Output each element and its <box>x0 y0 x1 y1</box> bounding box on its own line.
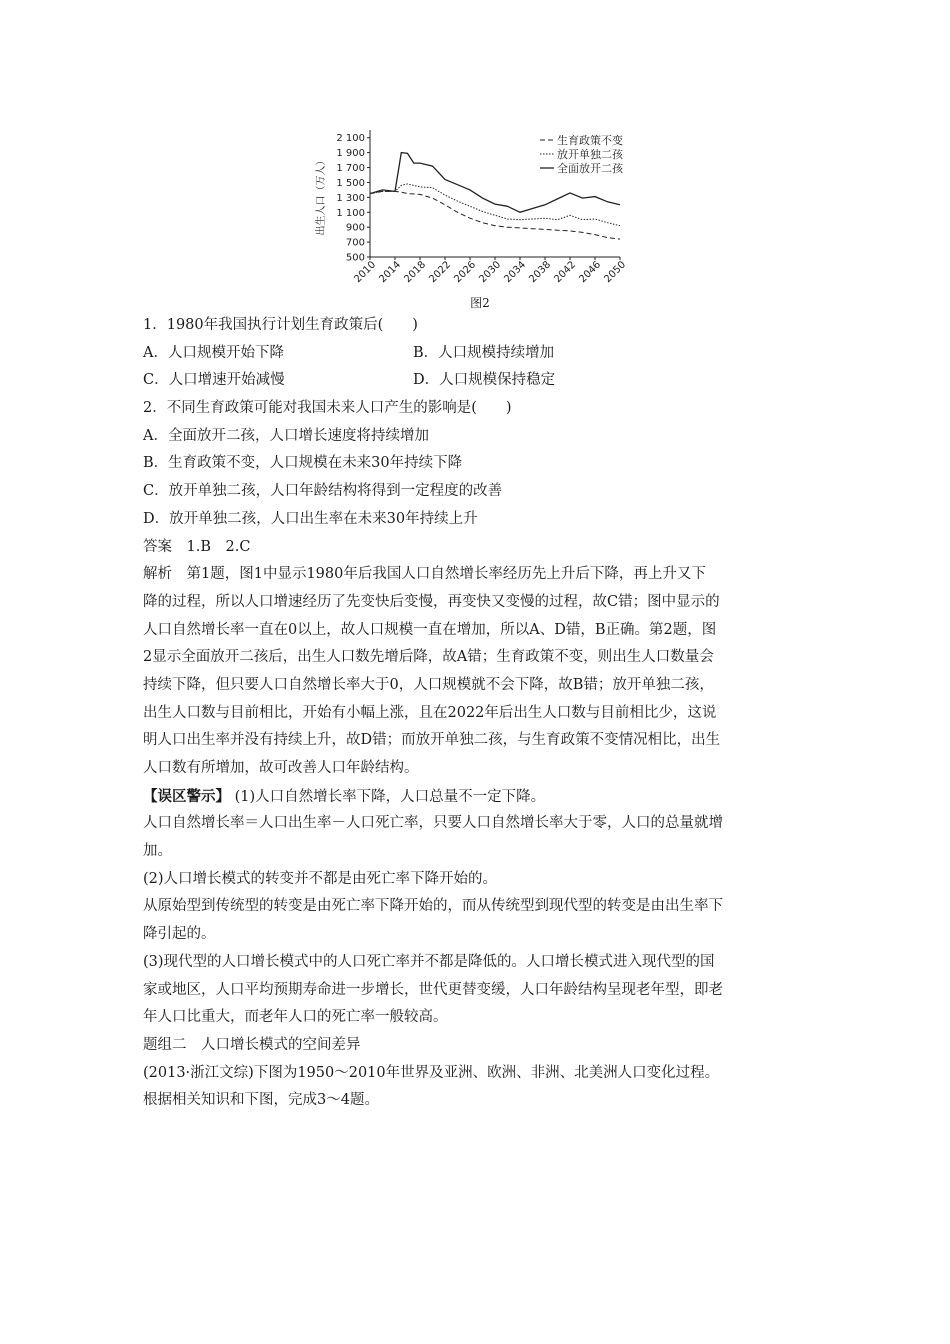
x-tick-label: 2050 <box>602 259 629 286</box>
warning-text-line: 降引起的。 <box>143 926 216 943</box>
q1-option-a: A．人口规模开始下降 <box>143 344 284 361</box>
analysis-line: 人口自然增长率一直在0以上，故人口规模一直在增加，所以A、D错，B正确。第2题，图 <box>143 621 717 638</box>
document-body <box>143 312 815 1115</box>
q2-option-c: C．放开单独二孩，人口年龄结构将得到一定程度的改善 <box>143 483 503 500</box>
q1-option-d: D．人口规模保持稳定 <box>413 372 556 389</box>
warning-point-2: (2)人口增长模式的转变并不都是由死亡率下降开始的。 <box>143 870 498 887</box>
legend-label: 放开单独二孩 <box>557 148 623 161</box>
question-1: 1．1980年我国执行计划生育政策后( ) <box>143 317 418 333</box>
x-tick-label: 2034 <box>502 259 529 286</box>
q1-option-b: B．人口规模持续增加 <box>413 344 555 361</box>
warning-text-line: 人口自然增长率＝人口出生率－人口死亡率，只要人口自然增长率大于零，人口的总量就增 <box>143 815 723 832</box>
intro-text-line: (2013·浙江文综)下图为1950～2010年世界及亚洲、欧洲、非洲、北美洲人口变化过程。 <box>143 1064 720 1081</box>
birth-population-chart <box>310 122 650 297</box>
warning-heading: 【误区警示】 <box>143 787 230 805</box>
y-tick-label: 500 <box>345 252 365 264</box>
warning-point-3: (3)现代型的人口增长模式中的人口死亡率并不都是降低的。人口增长模式进入现代型的国 <box>143 953 715 970</box>
legend-label: 生育政策不变 <box>557 134 623 147</box>
x-tick-label: 2018 <box>402 259 429 286</box>
analysis-line: 2显示全面放开二孩后，出生人口数先增后降，故A错；生育政策不变，则出生人口数量会 <box>143 649 714 666</box>
y-tick-label: 2 100 <box>336 133 365 145</box>
x-tick-label: 2030 <box>477 259 504 286</box>
analysis-line: 持续下降，但只要人口自然增长率大于0，人口规模就不会下降，故B错；放开单独二孩， <box>143 676 714 693</box>
warning-text-line: 家或地区，人口平均预期寿命进一步增长，世代更替变缓，人口年龄结构呈现老年型，即老 <box>143 981 723 998</box>
warning-text-line: 从原始型到传统型的转变是由死亡率下降开始的，而从传统型到现代型的转变是由出生率下 <box>143 898 723 915</box>
question-2: 2．不同生育政策可能对我国未来人口产生的影响是( ) <box>143 400 512 417</box>
x-tick-label: 2042 <box>552 259 579 286</box>
figure-caption: 图2 <box>470 296 490 310</box>
y-tick-label: 1 900 <box>336 148 365 160</box>
intro-text-line: 根据相关知识和下图，完成3～4题。 <box>143 1092 379 1109</box>
x-tick-label: 2014 <box>377 259 404 286</box>
series-line-dotted <box>370 184 620 226</box>
warning-text-line: 加。 <box>143 843 172 860</box>
q2-option-a: A．全面放开二孩，人口增长速度将持续增加 <box>143 427 429 444</box>
x-tick-label: 2038 <box>527 259 554 286</box>
warning-text-line: 年人口比重大，而老年人口的死亡率一般较高。 <box>143 1009 448 1026</box>
y-tick-label: 700 <box>345 237 365 249</box>
analysis-line: 降的过程，所以人口增速经历了先变快后变慢，再变快又变慢的过程，故C错；图中显示的 <box>143 593 720 610</box>
analysis-line: 明人口出生率并没有持续上升，故D错；而放开单独二孩，与生育政策不变情况相比，出生 <box>143 732 721 749</box>
question-1-options-row-2 <box>143 367 815 395</box>
analysis-line: 人口数有所增加，故可改善人口年龄结构。 <box>143 760 419 776</box>
y-tick-label: 900 <box>345 222 365 234</box>
q2-option-d: D．放开单独二孩，人口出生率在未来30年持续上升 <box>143 510 478 527</box>
section-heading: 题组二 人口增长模式的空间差异 <box>143 1036 361 1053</box>
question-1-options-row-1 <box>143 340 815 368</box>
y-axis-label: 出生人口（万人） <box>316 155 327 236</box>
answer-line: 答案 1.B 2.C <box>143 538 251 555</box>
x-tick-label: 2022 <box>427 259 454 286</box>
x-tick-label: 2046 <box>577 259 604 286</box>
analysis-line: 出生人口数与目前相比，开始有小幅上涨，且在2022年后出生人口数与目前相比少，这说 <box>143 704 717 721</box>
birth-population-figure <box>310 122 650 312</box>
warning-heading-line <box>143 783 815 811</box>
x-tick-label: 2026 <box>452 259 479 286</box>
y-tick-label: 1 100 <box>336 207 365 219</box>
x-tick-label: 2010 <box>352 259 379 286</box>
y-tick-label: 1 300 <box>336 192 365 204</box>
analysis-line: 解析 第1题，图1中显示1980年后我国人口自然增长率经历先上升后下降，再上升又下 <box>143 566 706 583</box>
q2-option-b: B．生育政策不变，人口规模在未来30年持续下降 <box>143 455 463 472</box>
q1-option-c: C．人口增速开始减慢 <box>143 372 285 389</box>
warning-point-1: (1)人口自然增长率下降，人口总量不一定下降。 <box>234 788 546 805</box>
y-tick-label: 1 500 <box>336 177 365 189</box>
y-tick-label: 1 700 <box>336 163 365 175</box>
legend-label: 全面放开二孩 <box>557 162 623 175</box>
